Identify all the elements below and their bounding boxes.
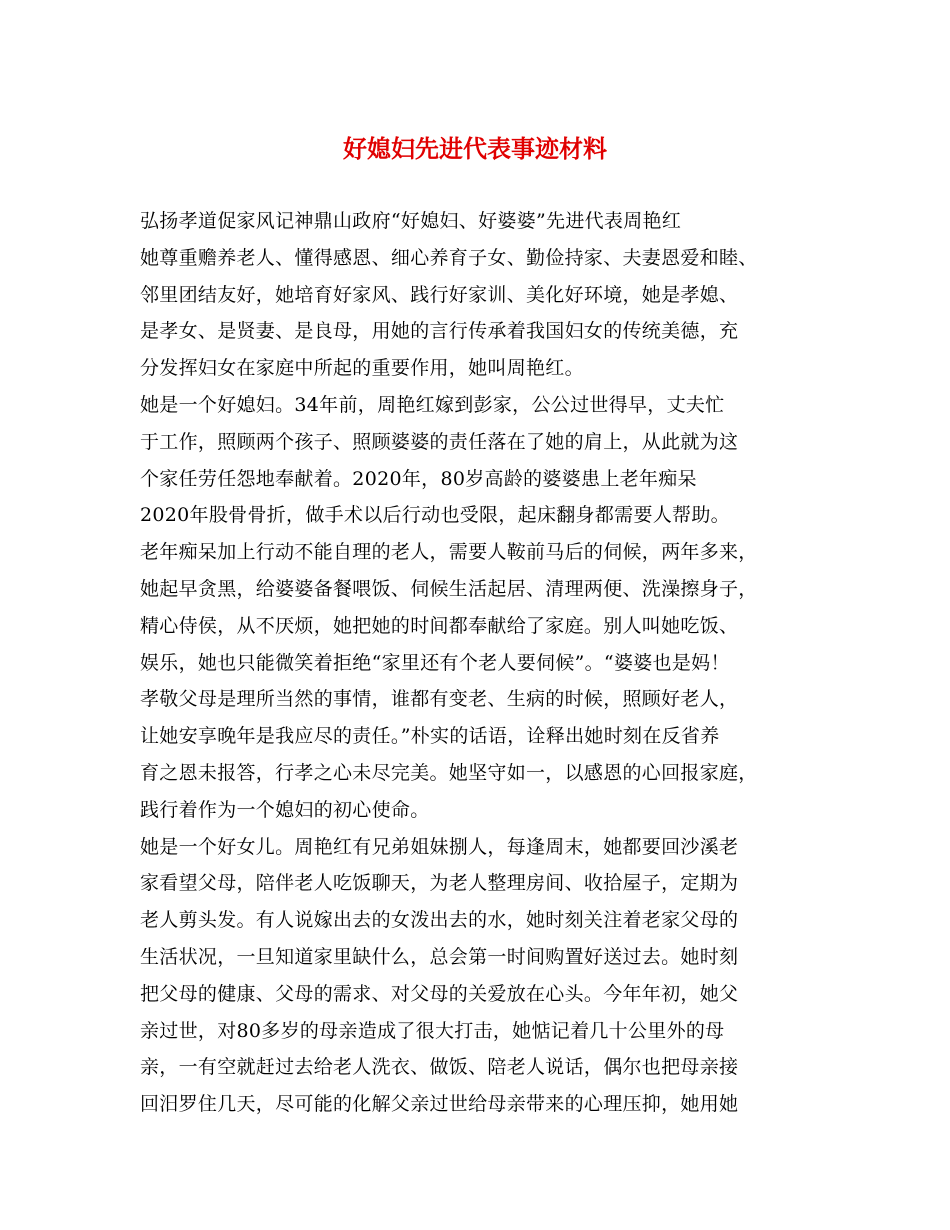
text-line: 2020年股骨骨折，做手术以后行动也受限，起床翻身都需要人帮助。 [140,504,730,527]
document-title: 好媳妇先进代表事迹材料 [343,134,607,163]
text-line: 育之恩未报答，行孝之心未尽完美。她坚守如一，以感恩的心回报家庭， [140,761,758,784]
text-line: 她起早贪黑，给婆婆备餐喂饭、伺候生活起居、清理两便、洗澡擦身子， [140,577,758,600]
text-line: 她是一个好媳妇。34年前，周艳红嫁到彭家，公公过世得早，丈夫忙 [140,393,725,416]
text-line: 老人剪头发。有人说嫁出去的女泼出去的水，她时刻关注着老家父母的 [140,909,739,932]
text-line: 她尊重赡养老人、懂得感恩、细心养育子女、勤俭持家、夫妻恩爱和睦、 [140,246,758,269]
text-line: 亲，一有空就赶过去给老人洗衣、做饭、陪老人说话，偶尔也把母亲接 [140,1056,739,1079]
text-line: 孝敬父母是理所当然的事情，谁都有变老、生病的时候，照顾好老人， [140,688,739,711]
text-line: 邻里团结友好，她培育好家风、践行好家训、美化好环境，她是孝媳、 [140,283,739,306]
text-line: 精心侍侯，从不厌烦，她把她的时间都奉献给了家庭。别人叫她吃饭、 [140,614,739,637]
text-line: 弘扬孝道促家风记神鼎山政府“好媳妇、好婆婆”先进代表周艳红 [140,210,682,232]
text-line: 是孝女、是贤妻、是良母，用她的言行传承着我国妇女的传统美德，充 [140,320,739,343]
text-line: 让她安享晚年是我应尽的责任。”朴实的话语，诠释出她时刻在反省养 [140,725,720,748]
text-line: 亲过世，对80多岁的母亲造成了很大打击，她惦记着几十公里外的母 [140,1019,725,1042]
text-line: 把父母的健康、父母的需求、对父母的关爱放在心头。今年年初，她父 [140,982,739,1005]
text-line: 她是一个好女儿。周艳红有兄弟姐妹捌人，每逢周末，她都要回沙溪老 [140,835,739,858]
text-line: 娱乐，她也只能微笑着拒绝“家里还有个老人要伺候”。“婆婆也是妈！ [140,651,730,674]
text-line: 家看望父母，陪伴老人吃饭聊天，为老人整理房间、收拾屋子，定期为 [140,872,739,895]
text-line: 老年痴呆加上行动不能自理的老人，需要人鞍前马后的伺候，两年多来， [140,541,758,564]
text-line: 践行着作为一个媳妇的初心使命。 [140,798,430,821]
text-line: 回汨罗住几天，尽可能的化解父亲过世给母亲带来的心理压抑，她用她 [140,1093,739,1116]
text-line: 个家任劳任怨地奉献着。2020年，80岁高龄的婆婆患上老年痴呆 [140,467,697,490]
document-body [140,203,832,1123]
text-line: 于工作，照顾两个孩子、照顾婆婆的责任落在了她的肩上，从此就为这 [140,430,739,453]
text-line: 生活状况，一旦知道家里缺什么，总会第一时间购置好送过去。她时刻 [140,945,739,968]
text-line: 分发挥妇女在家庭中所起的重要作用，她叫周艳红。 [140,357,584,380]
